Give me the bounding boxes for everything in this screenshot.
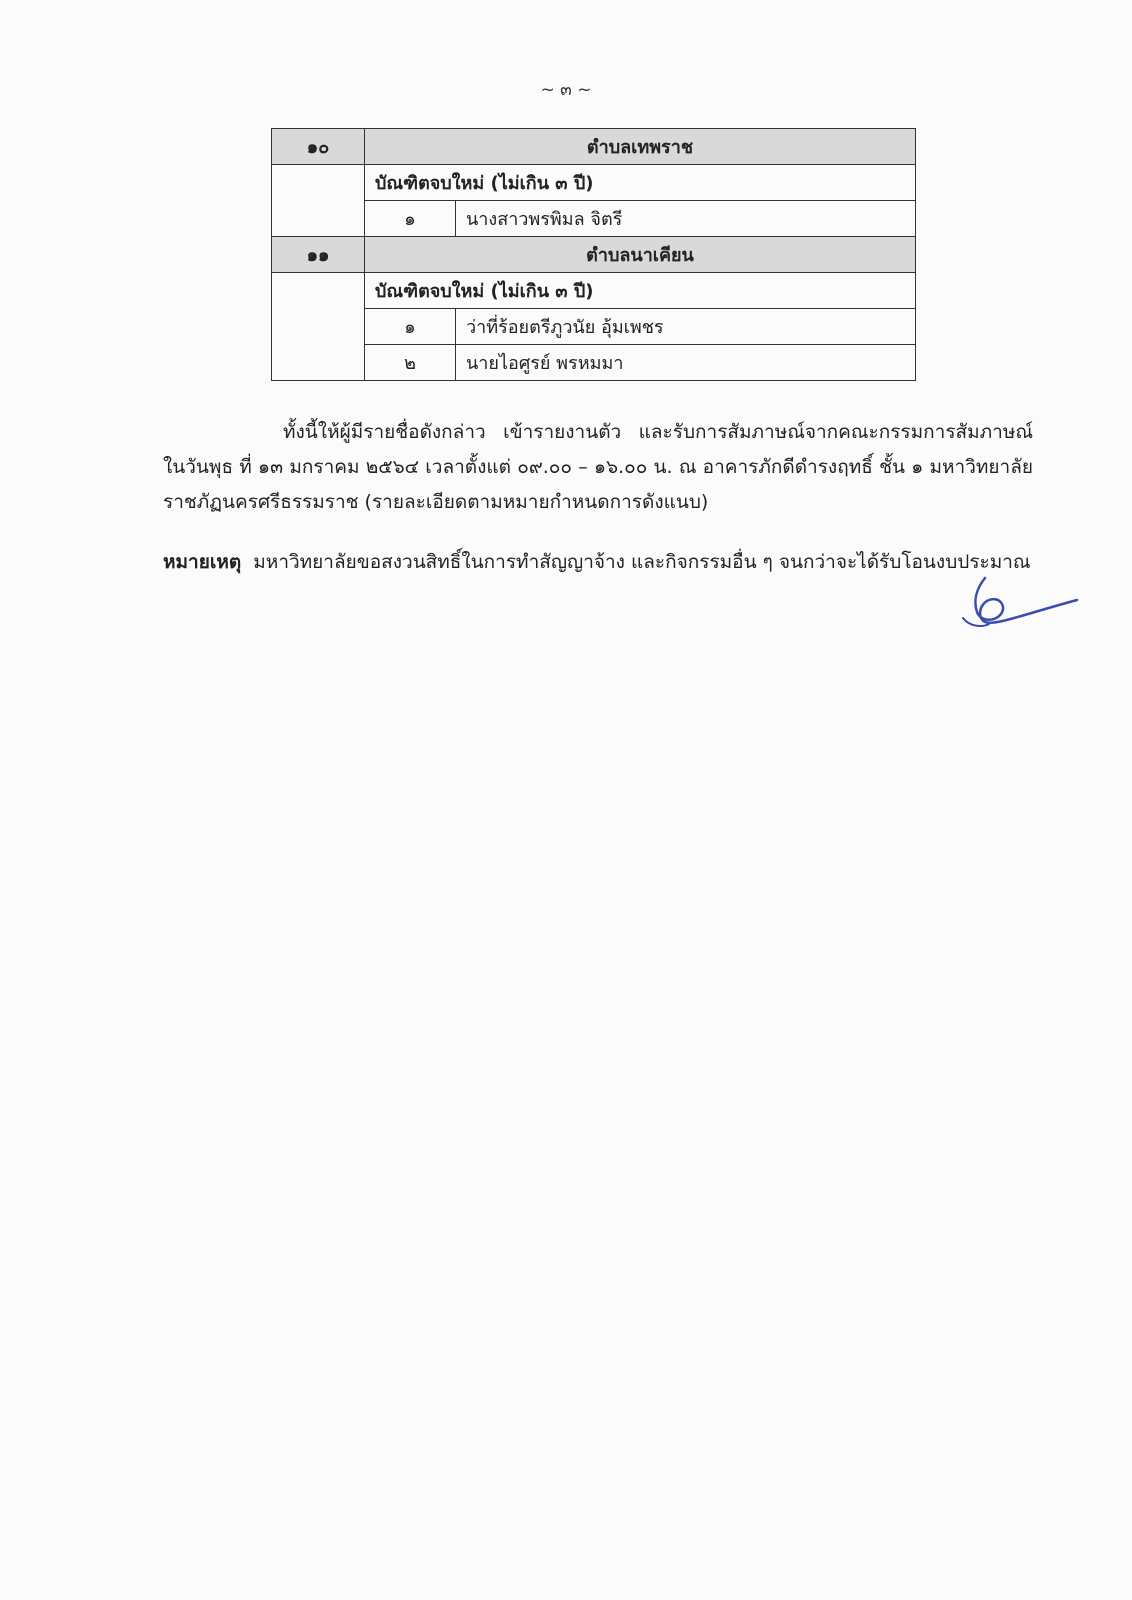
person-seq: ๑	[365, 201, 456, 237]
table-row	[272, 345, 916, 381]
roster-table	[271, 128, 916, 381]
district-name: ตำบลเทพราช	[365, 129, 916, 165]
signature-icon	[955, 570, 1085, 639]
page-number: ~ ๓ ~	[540, 80, 592, 100]
table-row	[272, 201, 916, 237]
person-seq: ๑	[365, 309, 456, 345]
category-row	[272, 165, 916, 201]
note	[163, 545, 1031, 580]
category-label: บัณฑิตจบใหม่ (ไม่เกิน ๓ ปี)	[365, 273, 916, 309]
district-header-row	[272, 237, 916, 273]
person-name: นายไอศูรย์ พรหมมา	[456, 345, 916, 381]
category-row	[272, 273, 916, 309]
note-text: มหาวิทยาลัยขอสงวนสิทธิ์ในการทำสัญญาจ้าง และกิจกรรมอื่น ๆ จนกว่าจะได้รับโอนงบประมาณ	[253, 551, 1031, 573]
person-name: ว่าที่ร้อยตรีภูวนัย อุ้มเพชร	[456, 309, 916, 345]
district-number: ๑๑	[272, 237, 365, 273]
district-header-row	[272, 129, 916, 165]
person-name: นางสาวพรพิมล จิตรี	[456, 201, 916, 237]
category-label: บัณฑิตจบใหม่ (ไม่เกิน ๓ ปี)	[365, 165, 916, 201]
person-seq: ๒	[365, 345, 456, 381]
note-label: หมายเหตุ	[163, 551, 242, 573]
announcement-paragraph: ทั้งนี้ให้ผู้มีรายชื่อดังกล่าว เข้ารายงานตัว และรับการสัมภาษณ์จากคณะกรรมการสัมภาษณ์ ในวันพุธ ที่ ๑๓ มกราคม ๒๕๖๔ เวลาตั้งแต่ ๐๙.๐๐ – ๑๖.๐๐ น. ณ อาคารภักดีดำรงฤทธิ์ ชั้น ๑ มหาวิทยาลัยราชภัฏนครศรีธรรมราช (รายละเอียดตามหมายกำหนดการดังแนบ)	[163, 421, 1033, 513]
table-row	[272, 309, 916, 345]
district-name: ตำบลนาเคียน	[365, 237, 916, 273]
district-number: ๑๐	[272, 129, 365, 165]
